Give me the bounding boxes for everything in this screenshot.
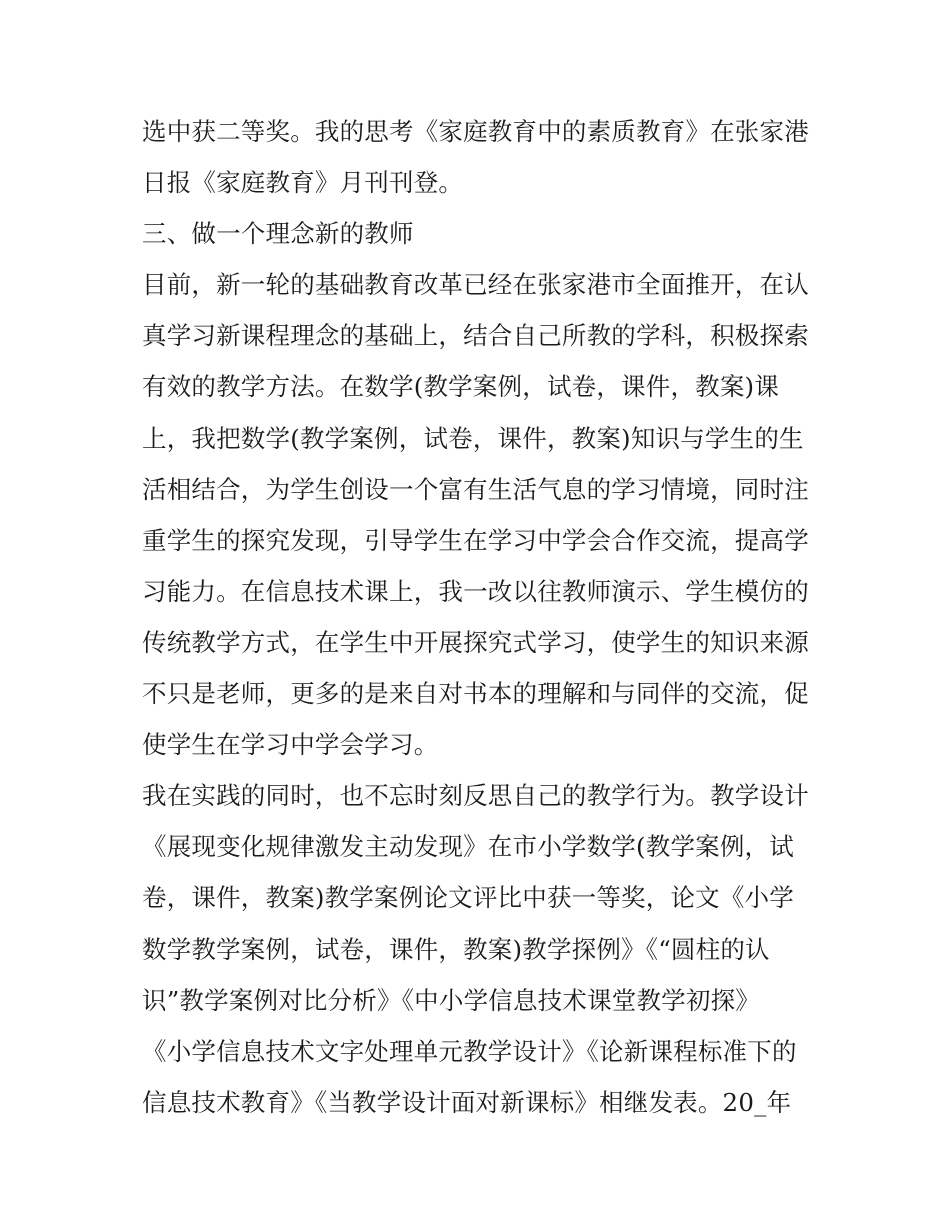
text-line: 真学习新课程理念的基础上，结合自己所教的学科，积极探索 [142, 321, 809, 351]
text-line: 《展现变化规律激发主动发现》在市小学数学(教学案例，试 [142, 832, 794, 862]
text-line: 使学生在学习中学会学习。 [142, 730, 439, 760]
document-body [142, 106, 822, 1128]
text-line: 目前，新一轮的基础教育改革已经在张家港市全面推开，在认 [142, 270, 809, 300]
text-line: 《小学信息技术文字处理单元教学设计》《论新课程标准下的 [142, 1036, 797, 1066]
text-line: 有效的教学方法。在数学(教学案例，试卷，课件，教案)课 [142, 372, 780, 402]
text-line: 传统教学方式，在学生中开展探究式学习，使学生的知识来源 [142, 627, 809, 657]
text-line: 日报《家庭教育》月刊刊登。 [142, 168, 464, 198]
text-line: 数学教学案例，试卷，课件，教案)教学探例》《“圆柱的认 [142, 934, 770, 964]
text-line: 重学生的探究发现，引导学生在学习中学会合作交流，提高学 [142, 525, 809, 555]
text-line: 识”教学案例对比分析》《中小学信息技术课堂教学初探》 [142, 985, 760, 1015]
text-line: 我在实践的同时，也不忘时刻反思自己的教学行为。教学设计 [142, 781, 809, 811]
text-line: 选中获二等奖。我的思考《家庭教育中的素质教育》在张家港 [142, 117, 809, 146]
section-heading: 三、做一个理念新的教师 [142, 219, 414, 249]
text-line: 习能力。在信息技术课上，我一改以往教师演示、学生模仿的 [142, 576, 809, 606]
text-line: 活相结合，为学生创设一个富有生活气息的学习情境，同时注 [142, 474, 809, 504]
text-line: 卷，课件，教案)教学案例论文评比中获一等奖，论文《小学 [142, 883, 794, 913]
text-line: 不只是老师，更多的是来自对书本的理解和与同伴的交流，促 [142, 679, 809, 709]
text-line: 信息技术教育》《当教学设计面对新课标》相继发表。20_年 [142, 1087, 792, 1117]
text-line: 上，我把数学(教学案例，试卷，课件，教案)知识与学生的生 [142, 423, 804, 453]
